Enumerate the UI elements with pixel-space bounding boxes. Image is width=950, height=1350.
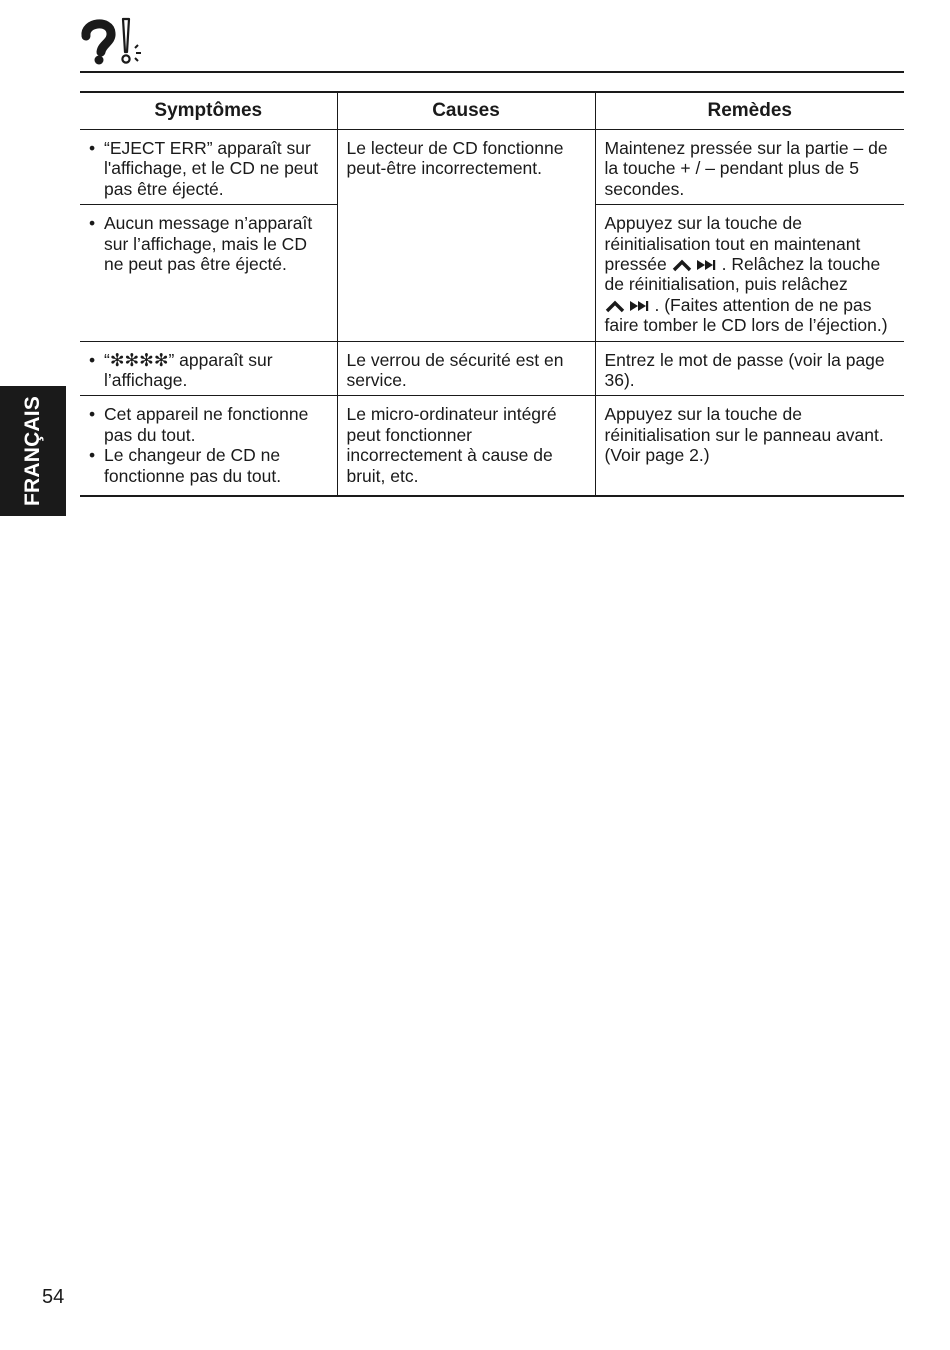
symptom-item (89, 350, 329, 391)
remedy-cell: Maintenez pressée sur la partie – de la touche + / – pendant plus de 5 secondes. (595, 130, 904, 205)
table-row (80, 341, 904, 396)
question-exclamation-icon (80, 14, 150, 66)
asterisk-glyphs: ✻✻✻✻ (109, 349, 169, 370)
table-row (80, 396, 904, 496)
symptom-cell (80, 396, 337, 496)
header-symptoms: Symptômes (80, 92, 337, 130)
page-number: 54 (42, 1286, 65, 1308)
remedy-cell: Entrez le mot de passe (voir la page 36). (595, 341, 904, 396)
symptom-text: ” apparaît sur l’affichage. (104, 349, 273, 391)
up-next-track-icon (605, 299, 655, 313)
cause-cell: Le verrou de sécurité est en service. (337, 341, 595, 396)
symptom-item: • Le changeur de CD ne fonctionne pas du tout. (89, 445, 329, 486)
language-tab-label: FRANÇAIS (21, 395, 44, 507)
remedy-cell: Appuyez sur la touche de réinitialisation sur le panneau avant. (Voir page 2.) (595, 396, 904, 496)
header-remedies: Remèdes (595, 92, 904, 130)
remedy-text: . Relâchez la touche de réinitialisation, puis relâchez (604, 254, 881, 295)
symptom-item: • Aucun message n’apparaît sur l’affichage, mais le CD ne peut pas être éjecté. (89, 213, 329, 274)
symptom-cell (80, 341, 337, 396)
header-rule (80, 71, 904, 73)
remedy-text: Appuyez sur la touche de réinitialisation tout en maintenant pressée (604, 213, 861, 275)
symptom-item: • Cet appareil ne fonctionne pas du tout. (89, 404, 329, 445)
header-causes: Causes (337, 92, 595, 130)
cause-cell: Le micro-ordinateur intégré peut fonctionner incorrectement à cause de bruit, etc. (337, 396, 595, 496)
remedy-text: . (Faites attention de ne pas faire tomber le CD lors de l’éjection.) (604, 294, 888, 336)
remedy-cell (595, 205, 904, 341)
up-next-track-icon (672, 258, 722, 272)
cause-cell: Le lecteur de CD fonctionne peut-être incorrectement. (337, 130, 595, 342)
symptom-cell (80, 130, 337, 205)
table-header-row (80, 92, 904, 130)
language-tab (0, 386, 66, 516)
table-row (80, 130, 904, 205)
quote-open: “ (104, 349, 110, 370)
troubleshooting-table (80, 91, 904, 497)
symptom-item: • “EJECT ERR” apparaît sur l'affichage, et le CD ne peut pas être éjecté. (89, 138, 329, 199)
symptom-cell (80, 205, 337, 341)
